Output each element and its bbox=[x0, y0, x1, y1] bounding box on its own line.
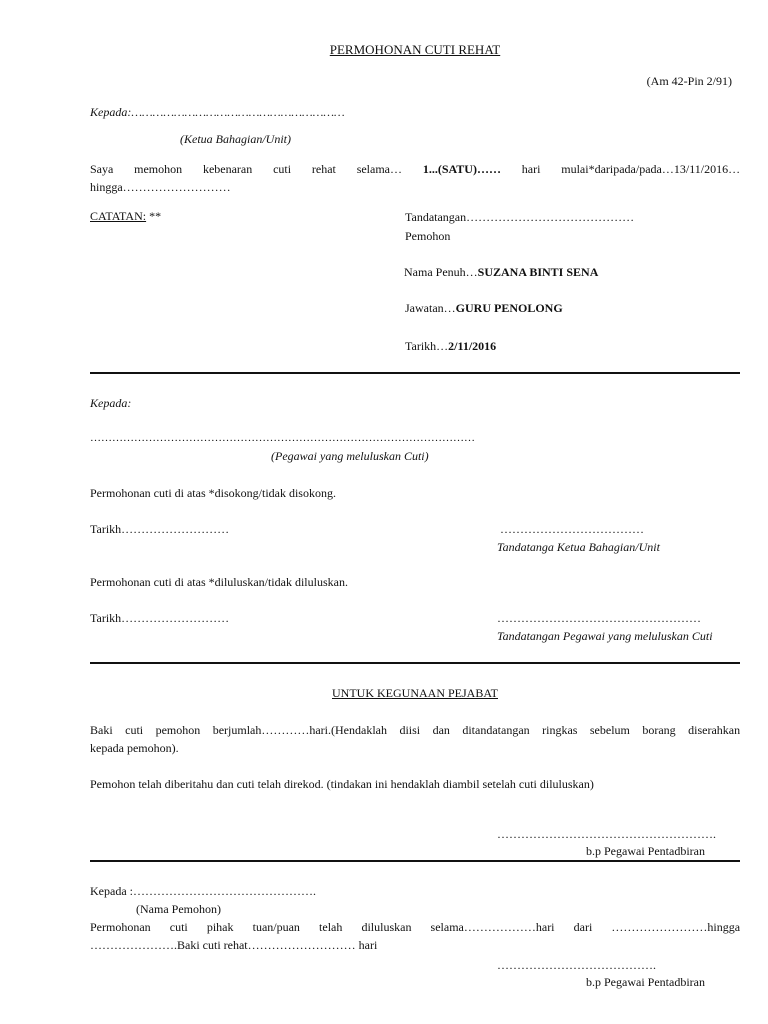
sign-ketua-label: Tandatanga Ketua Bahagian/Unit bbox=[497, 540, 660, 554]
diberitahu-statement: Pemohon telah diberitahu dan cuti telah direkod. (tindakan ini hendaklah diambil setelah cuti diluluskan) bbox=[90, 777, 594, 791]
sign-pentadbiran2-label: b.p Pegawai Pentadbiran bbox=[586, 975, 705, 989]
kepada-ketua: Kepada:…………………………………………………… bbox=[90, 105, 345, 119]
form-title: PERMOHONAN CUTI REHAT bbox=[329, 42, 501, 57]
nama-penuh-field: Nama Penuh…SUZANA BINTI SENA bbox=[404, 265, 599, 279]
approval-paragraph-line2: ………………….Baki cuti rehat……………………… hari bbox=[90, 938, 378, 952]
section-divider bbox=[90, 662, 740, 664]
application-paragraph-line2: hingga……………………… bbox=[90, 180, 231, 194]
sign-ketua-dots: ……………………………… bbox=[500, 522, 644, 536]
nama-pemohon-label: (Nama Pemohon) bbox=[136, 902, 221, 916]
approval-paragraph-line1: Permohonan cuti pihak tuan/puan telah diluluskan selama………………hari dari ……………………hingga bbox=[90, 920, 741, 934]
jawatan-field: Jawatan…GURU PENOLONG bbox=[405, 301, 563, 315]
sign-pentadbiran2-dots: …………………………………. bbox=[497, 958, 656, 972]
pegawai-dots: …………………………………………………………………………………………… bbox=[90, 432, 475, 444]
tarikh-field: Tarikh…2/11/2016 bbox=[405, 339, 497, 353]
baki-paragraph-line2: kepada pemohon). bbox=[90, 741, 179, 755]
office-use-heading: UNTUK KEGUNAAN PEJABAT bbox=[332, 686, 498, 700]
application-paragraph-line1: Saya memohon kebenaran cuti rehat selama… 1...(SATU)…… hari mulai*daripada/pada…13/11/2016… bbox=[90, 162, 741, 176]
diluluskan-statement: Permohonan cuti di atas *diluluskan/tidak diluluskan. bbox=[90, 575, 348, 589]
nama-penuh-value: SUZANA BINTI SENA bbox=[477, 265, 599, 279]
sign-pentadbiran-label: b.p Pegawai Pentadbiran bbox=[586, 844, 705, 858]
kepada-pemohon: Kepada :………………………………………. bbox=[90, 884, 316, 898]
jawatan-value: GURU PENOLONG bbox=[455, 301, 563, 315]
leave-duration: 1...(SATU)…… bbox=[422, 162, 501, 176]
leave-start-date: mulai*daripada/pada…13/11/2016… bbox=[561, 162, 741, 176]
ketua-bahagian-label: (Ketua Bahagian/Unit) bbox=[180, 132, 291, 146]
pemohon-label: Pemohon bbox=[405, 229, 451, 243]
baki-paragraph-line1: Baki cuti pemohon berjumlah…………hari.(Hendaklah diisi dan ditandatangan ringkas sebelum borang diserahkan bbox=[90, 723, 741, 737]
kepada-pegawai: Kepada: bbox=[90, 396, 132, 410]
catatan-label: CATATAN: ** bbox=[90, 209, 162, 223]
section-divider bbox=[90, 372, 740, 374]
sign-pegawai-label: Tandatangan Pegawai yang meluluskan Cuti bbox=[497, 629, 713, 643]
pegawai-label: (Pegawai yang meluluskan Cuti) bbox=[271, 449, 429, 463]
form-reference: (Am 42-Pin 2/91) bbox=[646, 74, 732, 88]
tarikh-value: 2/11/2016 bbox=[448, 339, 497, 353]
section-divider bbox=[90, 860, 740, 862]
tandatangan-line: Tandatangan…………………………………… bbox=[405, 210, 635, 224]
tarikh-diluluskan: Tarikh……………………… bbox=[90, 611, 230, 625]
disokong-statement: Permohonan cuti di atas *disokong/tidak disokong. bbox=[90, 486, 336, 500]
tarikh-disokong: Tarikh……………………… bbox=[90, 522, 230, 536]
sign-pentadbiran-dots: ………………………………………………. bbox=[497, 827, 716, 841]
sign-pegawai-dots: …………………………………………… bbox=[497, 611, 701, 625]
